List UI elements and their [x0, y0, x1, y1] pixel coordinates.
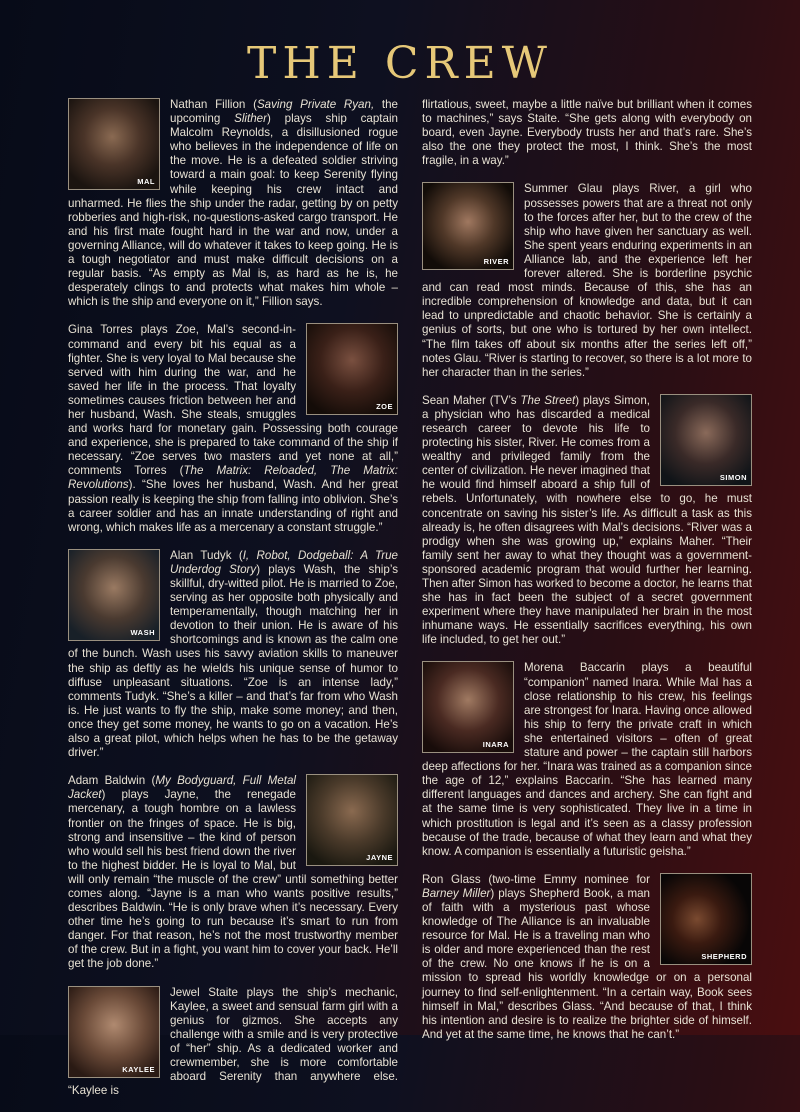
river-bio: Summer Glau plays River, a girl who possesses powers that are a threat not only to the forces after her, but to the crew of the ship who have given her sanctuary as well. She spent years enduring experiments in an Alliance lab, and the experience left her forever altered. She is borderline psychic and can read most minds. Because of this, she has an incredible comprehension of knowledge and data, but it can lead to unpredictable and chaotic behavior. She is certainly a genius of sorts, but one who is tortured by her own intellect. “The film takes off about six months after the series left off,” notes Glau. “River is starting to recover, so there is a lot more to her character than in the series.” — [422, 182, 752, 379]
crew-entry-mal — [68, 98, 398, 309]
crew-entry-jayne — [68, 774, 398, 971]
kaylee-photo — [68, 986, 160, 1078]
crew-entry-river — [422, 182, 752, 379]
mal-photo — [68, 98, 160, 190]
shepherd-bio: Ron Glass (two-time Emmy nominee for Barney Miller) plays Shepherd Book, a man of faith with a mysterious past whose knowledge of The Alliance is an invaluable resource for Mal. He is a traveling man who is older and more experienced than the rest of the crew. No one knows if he is on a mission to spread his worldly knowledge or on a personal journey to find self-enlightenment. “In a certain way, Book sees himself in Mal,” describes Glass. “And because of that, I think his intention and desire is to realize the brighter side of himself. And yet at the same time, he knows that he can’t.” — [422, 872, 752, 1041]
page-title: THE CREW — [247, 38, 553, 89]
kaylee-bio-part1: Jewel Staite plays the ship’s mechanic, Kaylee, a sweet and sensual farm girl with a genius for gizmos. She accepts any challenge with a smile and is very protective of “her” ship. As a dedicated worker and crewmember, she is more comfortable aboard Serenity than anywhere else. “Kaylee is — [68, 985, 398, 1098]
zoe-photo — [306, 323, 398, 415]
photo-label: JAYNE — [366, 853, 393, 863]
photo-label: KAYLEE — [122, 1064, 155, 1074]
photo-label: WASH — [130, 627, 155, 637]
crew-entry-zoe — [68, 323, 398, 534]
crew-entry-shepherd — [422, 873, 752, 1042]
inara-photo — [422, 661, 514, 753]
crew-entry-kaylee-continued — [422, 98, 752, 168]
zoe-bio: Gina Torres plays Zoe, Mal’s second-in-command and every bit his equal as a fighter. She is very loyal to Mal because she served with him during the war, and he saved her life in the process. That loyalty sometimes causes friction between her and her husband, Wash. She steals, smuggles and works hard for monetary gain. Possessing both courage and experience, she is prepared to take command of the ship if necessary. “Zoe serves two masters and yet none at all,” comments Torres (The Matrix: Reloaded, The Matrix: Revolutions). “She loves her husband, Wash. And her great passion really is keeping the ship from falling into oblivion. She’s a career soldier and has an innate understanding of right and wrong, which makes life as a mercenary a constant struggle.” — [68, 323, 398, 534]
wash-photo — [68, 549, 160, 641]
simon-photo — [660, 394, 752, 486]
photo-label: ZOE — [376, 402, 393, 412]
crew-entry-simon — [422, 394, 752, 648]
mal-bio: Nathan Fillion (Saving Private Ryan, the upcoming Slither) plays ship captain Malcolm Reynolds, a disillusioned rogue who believes in the independence of life on the move. He is a defeated soldier striving toward a main goal: to keep Serenity flying while keeping his crew intact and unharmed. He flies the ship under the radar, getting by on petty robberies and high-risk, no-questions-asked cargo transport. He and his first mate fought hard in the war and now, under a governing Alliance, will do whatever it takes to keep going. He is a tough negotiator and must make difficult decisions on a regular basis. “As empty as Mal is, as hard as he is, he desperately clings to and protects what makes him whole – which is the ship and everyone on it,” Fillion says. — [68, 98, 399, 309]
kaylee-bio-part2: flirtatious, sweet, maybe a little naïve but brilliant when it comes to machines,” says Staite. “She gets along with everybody on board, even Jayne. Everybody trusts her and that’s rare. She’s also the one they protect the most, I think. She’s the most fragile, in a way.” — [422, 98, 752, 168]
crew-entry-wash — [68, 549, 398, 760]
photo-label: INARA — [482, 740, 509, 750]
simon-bio: Sean Maher (TV’s The Street) plays Simon, a physician who has discarded a medical research career to devote his life to protecting his sister, River. He comes from a wealthy and privileged family from the center of civilization. He never imagined that he would find himself aboard a ship full of rebels. Unfortunately, with nowhere else to go, he must concentrate on saving his sister’s life. As difficult a task as this already is, he often disagrees with Mal’s decisions. “River was a prodigy when she was growing up,” explains Maher. “Their family sent her away to what they thought was a government-sponsored academic program that would further her learning. Then after Simon has worked to become a doctor, he learns that she has in fact been the subject of a secret government experiment where they have manipulated her brain in the most inhumane ways. He essentially sacrifices everything, his own life included, to get her out.” — [422, 393, 752, 647]
photo-label: MAL — [137, 177, 155, 186]
right-column — [422, 98, 752, 1056]
wash-bio: Alan Tudyk (I, Robot, Dodgeball: A True Underdog Story) plays Wash, the ship’s skillful, dry-witted pilot. He is married to Zoe, serving as her opposite both physically and temperamentally, though matching her in devotion to their union. He is aware of his shortcomings and is known as the calm one of the bunch. Wash uses his savvy aviation skills to maneuver the ship as deftly as he wields his unique sense of humor to diffuse unpleasant situations. “Zoe is an intense lady,” comments Tudyk. “She’s a killer – and that’s far from who Wash is. He just wants to fly the ship, make some money; and then, once they get some money, he wants to go on a vacation. He’s also a great pilot, which helps when he has to be the getaway driver.” — [68, 548, 398, 760]
photo-label: SHEPHERD — [701, 951, 747, 961]
shepherd-photo — [660, 873, 752, 965]
inara-bio: Morena Baccarin plays a beautiful “companion” named Inara. While Mal has a close relationship to his crew, his feelings are strongest for Inara. Having once allowed his ship to ferry the private craft in which she entertained visitors – often of great stature and power – the captain still harbors deep affections for her. “Inara was trained as a companion since the age of 12,” explains Baccarin. “She has learned many different languages and dances and archery. She can fight and at the same time is very sophisticated. They live in a time in which prostitution is legal and it’s seen as a classy profession because of the trade, because of what they learn and what they know. A companion is essentially a futuristic geisha.” — [422, 661, 752, 858]
photo-label: RIVER — [483, 257, 509, 267]
left-column — [68, 98, 398, 1112]
photo-label: SIMON — [719, 472, 747, 482]
crew-entry-kaylee — [68, 986, 398, 1099]
jayne-bio: Adam Baldwin (My Bodyguard, Full Metal Jacket) plays Jayne, the renegade mercenary, a tough hombre on a lawless frontier on the fringes of space. He is big, strong and insensitive – the kind of person who would sell his best friend down the river to the highest bidder. He is loyal to Mal, but will only remain “the muscle of the crew” until something better comes along. “Jayne is a man who wants positive results,” describes Baldwin. “He is only brave when it’s necessary. Every other time he’s going to run because it’s smart to run from danger. For that reason, he’s not the most trustworthy member of the crew. But in a fight, you want him to cover your back. He’ll get the job done.” — [68, 774, 398, 971]
crew-entry-inara — [422, 661, 752, 858]
river-photo — [422, 182, 514, 270]
jayne-photo — [306, 774, 398, 866]
